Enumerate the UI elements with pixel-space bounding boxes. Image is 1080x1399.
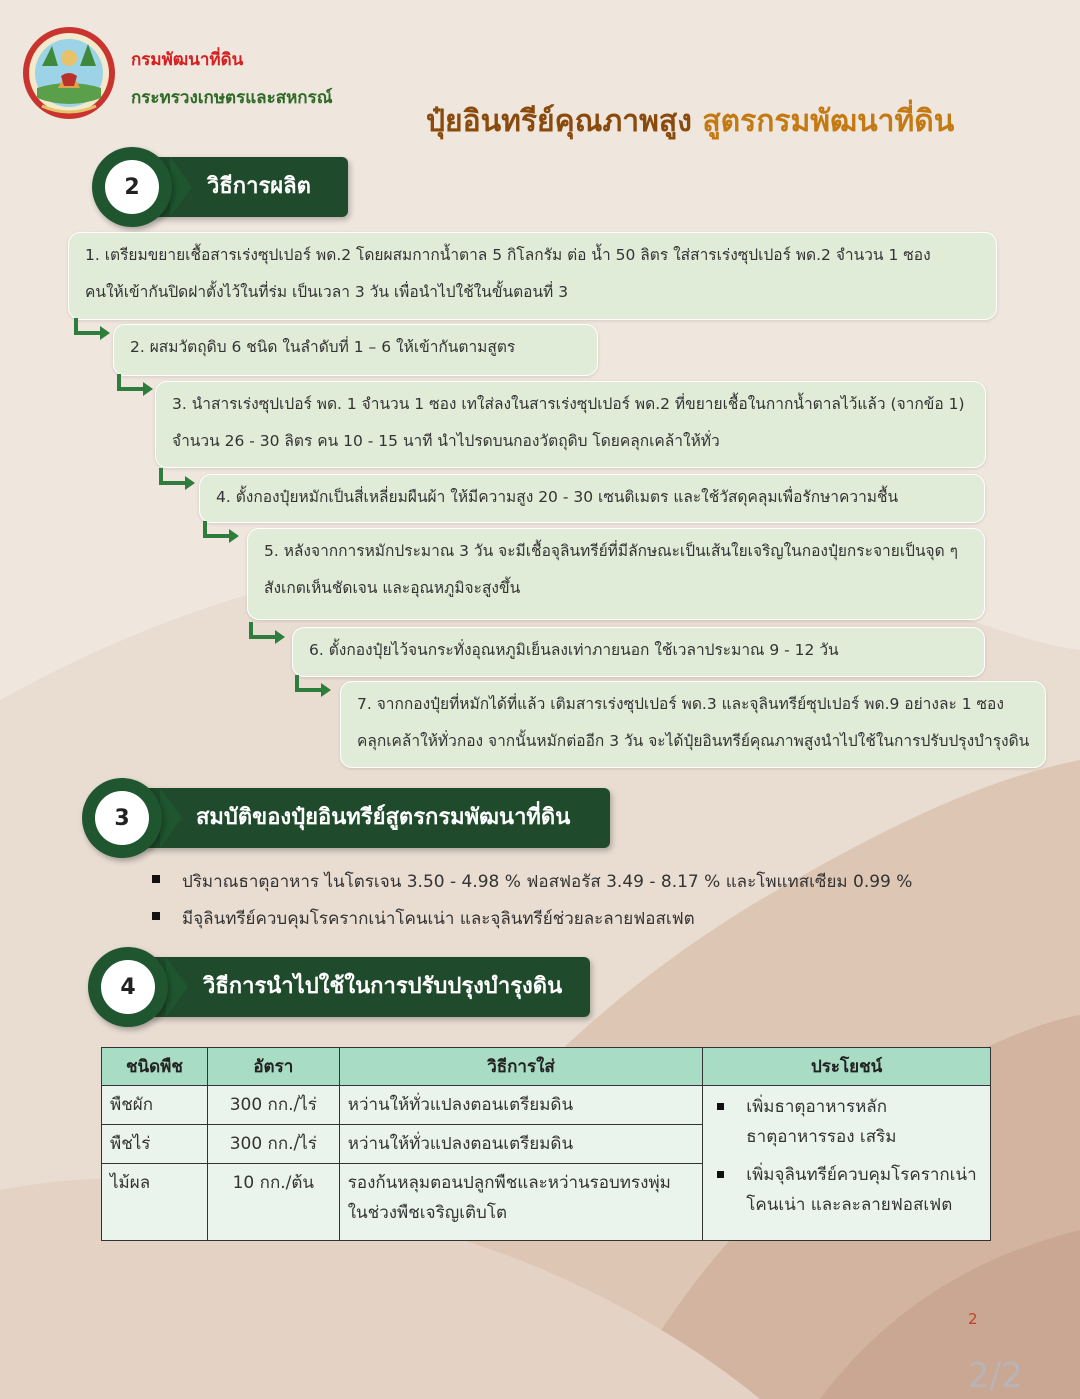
page-title	[426, 98, 954, 145]
col-header-crop: ชนิดพืช	[102, 1048, 208, 1086]
cell-rate: 300 กก./ไร่	[207, 1125, 339, 1164]
step-4: 4. ตั้งกองปุ๋ยหมักเป็นสี่เหลี่ยมผืนผ้า ให้มีความสูง 20 - 30 เซนติเมตร และใช้วัสดุคลุมเพื่อรักษาความชื้น	[199, 474, 985, 523]
cell-benefits	[703, 1086, 991, 1241]
org-name-ministry: กระทรวงเกษตรและสหกรณ์	[131, 88, 333, 108]
table-row	[102, 1086, 991, 1125]
col-header-benefit: ประโยชน์	[703, 1048, 991, 1086]
usage-table	[101, 1047, 991, 1241]
section-number-badge: 3	[82, 778, 162, 858]
title-part2: สูตรกรมพัฒนาที่ดิน	[702, 104, 955, 139]
step-3: 3. นำสารเร่งซุปเปอร์ พด. 1 จำนวน 1 ซอง เทใส่ลงในสารเร่งซุปเปอร์ พด.2 ที่ขยายเชื้อในกากน้ำตาลไว้แล้ว (จากข้อ 1) จำนวน 26 - 30 ลิตร คน 10 - 15 นาที นำไปรดบนกองวัตถุดิบ โดยคลุกเคล้าให้ทั่ว	[155, 381, 986, 468]
property-bullet: ปริมาณธาตุอาหาร ไนโตรเจน 3.50 - 4.98 % ฟอสฟอรัส 3.49 - 8.17 % และโพแทสเซียม 0.99 %	[152, 868, 912, 895]
step-6: 6. ตั้งกองปุ๋ยไว้จนกระทั่งอุณหภูมิเย็นลงเท่าภายนอก ใช้เวลาประมาณ 9 - 12 วัน	[292, 627, 985, 677]
cell-crop: ไม้ผล	[102, 1164, 208, 1241]
step-2: 2. ผสมวัตถุดิบ 6 ชนิด ในลำดับที่ 1 – 6 ให้เข้ากันตามสูตร	[113, 324, 598, 376]
step-arrow-icon	[159, 468, 199, 490]
section-number-badge: 2	[92, 147, 172, 227]
section-title: วิธีการผลิต	[207, 174, 311, 199]
department-seal-icon	[22, 26, 116, 120]
cell-crop: พืชไร่	[102, 1125, 208, 1164]
cell-crop: พืชผัก	[102, 1086, 208, 1125]
step-1: 1. เตรียมขยายเชื้อสารเร่งซุปเปอร์ พด.2 โดยผสมกากน้ำตาล 5 กิโลกรัม ต่อ น้ำ 50 ลิตร ใส่สารเร่งซุปเปอร์ พด.2 จำนวน 1 ซอง คนให้เข้ากันปิดฝาตั้งไว้ในที่ร่ม เป็นเวลา 3 วัน เพื่อนำไปใช้ในขั้นตอนที่ 3	[68, 232, 997, 320]
cell-rate: 300 กก./ไร่	[207, 1086, 339, 1125]
section-title: วิธีการนำไปใช้ในการปรับปรุงบำรุงดิน	[203, 974, 563, 999]
step-arrow-icon	[249, 622, 289, 644]
step-7: 7. จากกองปุ๋ยที่หมักได้ที่แล้ว เติมสารเร่งซุปเปอร์ พด.3 และจุลินทรีย์ซุปเปอร์ พด.9 อย่างละ 1 ซอง คลุกเคล้าให้ทั่วกอง จากนั้นหมักต่ออีก 3 วัน จะได้ปุ๋ยอินทรีย์คุณภาพสูงนำไปใช้ในการปรับปรุงบำรุงดิน	[340, 681, 1046, 768]
cell-method: รองก้นหลุมตอนปลูกพืชและหว่านรอบทรงพุ่ม ในช่วงพืชเจริญเติบโต	[339, 1164, 703, 1241]
table-header-row	[102, 1048, 991, 1086]
step-arrow-icon	[117, 374, 157, 396]
cell-rate: 10 กก./ต้น	[207, 1164, 339, 1241]
step-arrow-icon	[295, 675, 335, 697]
cell-method: หว่านให้ทั่วแปลงตอนเตรียมดิน	[339, 1125, 703, 1164]
section-number-badge: 4	[88, 947, 168, 1027]
col-header-method: วิธีการใส่	[339, 1048, 703, 1086]
section-title: สมบัติของปุ๋ยอินทรีย์สูตรกรมพัฒนาที่ดิน	[196, 805, 571, 830]
title-part1: ปุ๋ยอินทรีย์คุณภาพสูง	[426, 104, 692, 139]
benefit-item: เพิ่มจุลินทรีย์ควบคุมโรครากเน่า โคนเน่า และละลายฟอสเฟต	[711, 1160, 982, 1220]
section-header-usage	[88, 957, 592, 1017]
cell-method: หว่านให้ทั่วแปลงตอนเตรียมดิน	[339, 1086, 703, 1125]
section-header-production	[92, 157, 352, 217]
page-number: 2	[968, 1310, 978, 1328]
org-name-department: กรมพัฒนาที่ดิน	[131, 50, 244, 70]
step-arrow-icon	[74, 318, 114, 340]
step-5: 5. หลังจากการหมักประมาณ 3 วัน จะมีเชื้อจุลินทรีย์ที่มีลักษณะเป็นเส้นใยเจริญในกองปุ๋ยกระจายเป็นจุด ๆ สังเกตเห็นชัดเจน และอุณหภูมิจะสูงขึ้น	[247, 528, 985, 620]
col-header-rate: อัตรา	[207, 1048, 339, 1086]
step-arrow-icon	[203, 521, 243, 543]
page-count-indicator: 2/2	[968, 1356, 1023, 1396]
property-bullet: มีจุลินทรีย์ควบคุมโรครากเน่าโคนเน่า และจุลินทรีย์ช่วยละลายฟอสเฟต	[152, 905, 695, 932]
benefit-item: เพิ่มธาตุอาหารหลัก ธาตุอาหารรอง เสริม	[711, 1092, 982, 1152]
section-header-properties	[82, 788, 612, 848]
